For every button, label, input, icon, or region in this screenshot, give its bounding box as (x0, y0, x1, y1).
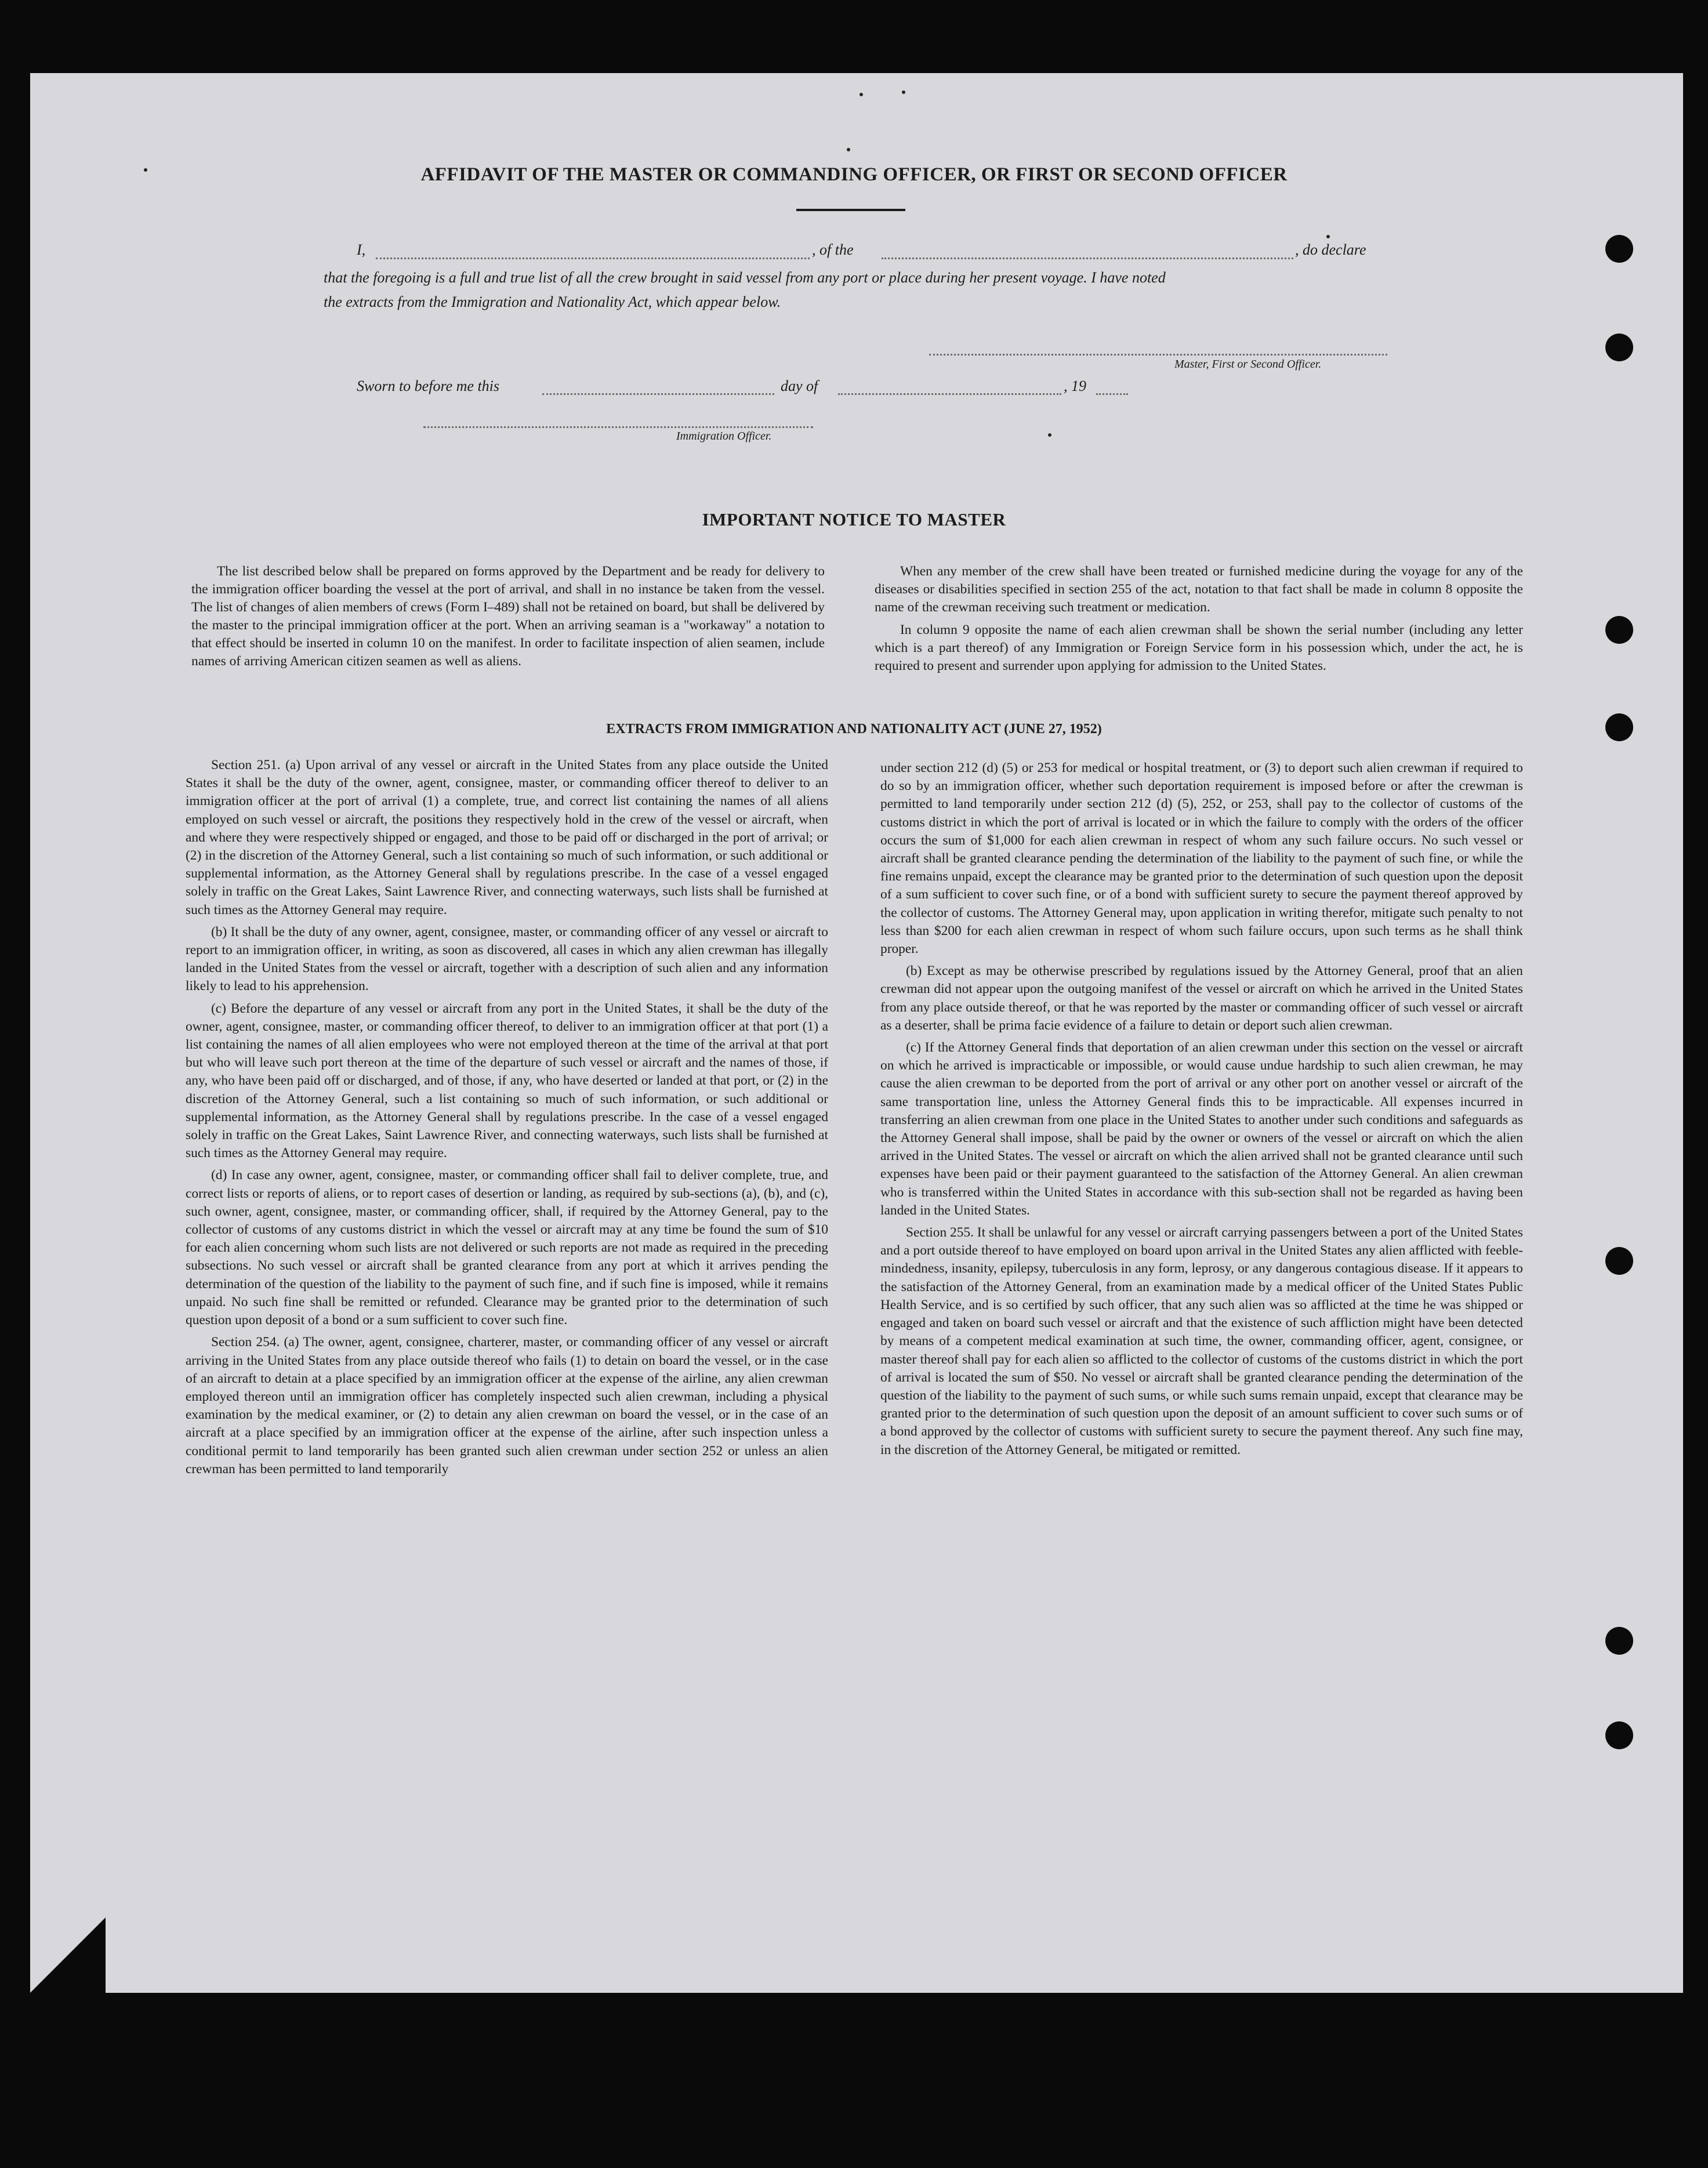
sworn-month-field[interactable] (838, 393, 1061, 395)
notice-right-column (875, 563, 1523, 680)
sworn-before-label: Sworn to before me this (357, 378, 500, 394)
scan-speck (1326, 235, 1330, 238)
sworn-year-field[interactable] (1096, 393, 1128, 395)
do-declare-label: , do declare (1295, 241, 1366, 258)
notice-title: IMPORTANT NOTICE TO MASTER (702, 509, 1006, 530)
punch-hole (1605, 1247, 1633, 1275)
declarant-label: I, (357, 241, 366, 258)
punch-hole (1605, 616, 1633, 644)
extract-paragraph: (c) If the Attorney General finds that deportation of an alien crewman under this section on the vessel or aircraft on which he arrived is impracticable or impossible, or would cause undue hardship to such alien crewman, he may cause the alien crewman to be deported from the port of arrival or any other port on another vessel or aircraft of the same transportation line, unless the Attorney General finds this to be impracticable. All expenses incurred in transferring an alien crewman from one place in the United States to another under such conditions and safeguards as the Attorney General shall impose, shall be paid by the owner or owners of the vessel or aircraft on which the alien arrived in the United States. The vessel or aircraft on which the alien arrived shall not be granted clearance until such expenses have been paid or their payment guaranteed to the satisfaction of the Attorney General. An alien crewman who is transferred within the United States in accordance with this sub-section shall not be regarded as having been landed in the United States. (880, 1040, 1523, 1218)
notice-paragraph: The list described below shall be prepared on forms approved by the Department and be ready for delivery to the immigration officer boarding the vessel at the port of arrival, and shall in no instance be taken from the vessel. The list of changes of alien members of crews (Form I–489) shall not be retained on board, but shall be delivered by the master to the principal immigration officer at the port. When an arriving seaman is a "workaway" a notation to that effect should be inserted in column 10 on the manifest. In order to facilitate inspection of alien seamen, include names of arriving American citizen seamen as well as aliens. (191, 564, 825, 669)
vessel-name-field[interactable] (882, 258, 1293, 259)
scan-speck (1048, 433, 1051, 437)
immigration-officer-signature-field[interactable] (423, 426, 813, 428)
extract-paragraph: Section 254. (a) The owner, agent, consignee, charterer, master, or commanding officer of any vessel or aircraft arriving in the United States from any place outside thereof who fails (1) to detain on board the vessel, or in the case of an aircraft to detain at a place specified by an immigration officer at the expense of the airline, any alien crewman employed thereon until an immigration officer has completely inspected such alien crewman, including a physical examination by the medical examiner, or (2) to detain any alien crewman on board the vessel, or in the case of an aircraft at a place specified by an immigration officer at the expense of the airline, after such inspection unless a conditional permit to land temporarily has been granted such alien crewman under section 252 or unless an alien crewman has been permitted to land temporarily (186, 1335, 828, 1477)
title-underline (796, 209, 905, 211)
extracts-left-column (186, 756, 828, 1482)
extract-paragraph: (b) Except as may be otherwise prescribed by regulations issued by the Attorney General, proof that an alien crewman did not appear upon the outgoing manifest of the vessel or aircraft on which he arrived in the United States from any place outside thereof, or that he was reported by the master or commanding officer of such vessel or aircraft as a deserter, shall be prima facie evidence of a failure to detain or deport such alien crewman. (880, 963, 1523, 1033)
master-signature-field[interactable] (929, 354, 1387, 356)
scan-speck (902, 90, 905, 94)
extract-paragraph: under section 212 (d) (5) or 253 for medical or hospital treatment, or (3) to deport such alien crewman if required to do so by an immigration officer, whether such deportation requirement is imposed before or after the crewman is permitted to land temporarily under section 212 (d) (5), 252, or 253, shall pay to the collector of customs of the customs district in which the port of arrival is located or in which the failure to comply with the orders of the officer occurs the sum of $1,000 for each alien crewman in respect of whom any such failure occurs. No such vessel or aircraft shall be granted clearance pending the determination of the liability to the payment of such fine, or while the fine remains unpaid, except the clearance may be granted prior to the determination of such question upon the deposit of a sum sufficient to cover such fine, or of a bond with sufficient surety to secure the payment thereof approved by the collector of customs. The Attorney General may, upon application in writing therefor, mitigate such penalty to not less than $200 for each alien crewman in respect of whom such failure occurs, upon such terms as he shall think proper. (880, 760, 1523, 957)
scan-speck (860, 93, 863, 96)
notice-paragraph: In column 9 opposite the name of each alien crewman shall be shown the serial number (including any letter which is a part thereof) of any Immigration or Foreign Service form in his possession which, under the act, he is required to present and surrender upon applying for admission to the United States. (875, 622, 1523, 673)
punch-hole (1605, 1721, 1633, 1749)
declaration-line-3: the extracts from the Immigration and Nationality Act, which appear below. (324, 293, 781, 310)
affidavit-title: AFFIDAVIT OF THE MASTER OR COMMANDING OFFICER, OR FIRST OR SECOND OFFICER (420, 164, 1288, 185)
extract-paragraph: (c) Before the departure of any vessel or aircraft from any port in the United States, it shall be the duty of the owner, agent, consignee, master, or commanding officer thereof, to deliver to an immigration officer at that port (1) a list containing the names of all alien employees who were not employed thereon at the time of the arrival at that port but who will leave such port thereon at the time of the departure of such vessel or aircraft and the names of those, if any, who have been paid off or discharged, and of those, if any, who have deserted or landed at that port, or (2) in the discretion of the Attorney General, such a list containing so much of such information, or such additional or supplemental information, as the Attorney General shall by regulations prescribe. In the case of a vessel engaged solely in traffic on the Great Lakes, Saint Lawrence River, and connecting waterways, such lists shall be furnished at such times as the Attorney General may require. (186, 1000, 828, 1161)
punch-hole (1605, 1627, 1633, 1655)
vessel-of-the-label: , of the (812, 241, 854, 258)
extract-paragraph: Section 255. It shall be unlawful for any vessel or aircraft carrying passengers between a port of the United States and a port outside thereof to have employed on board upon arrival in the United States any alien afflicted with feeble-mindedness, insanity, epilepsy, tuberculosis in any form, leprosy, or any dangerous contagious disease. If it appears to the satisfaction of the Attorney General, from an examination made by a medical officer of the United States Public Health Service, and is so certified by such officer, that any such alien was so afflicted at the time he was shipped or engaged and taken on board such vessel or aircraft and that the existence of such affliction might have been detected by means of a competent medical examination at such time, the owner, commanding officer, agent, consignee, or master thereof shall pay for each alien so afflicted to the collector of customs of the customs district in which the port of arrival is located the sum of $50. No vessel or aircraft shall be granted clearance pending the determination of the question of the liability to the payment of such sums, or while such sums remain unpaid, except that clearance may be granted prior to the determination of such question upon the deposit of an amount sufficient to cover such sums or of a bond approved by the collector of customs with sufficient surety to secure the payment thereof. Any such fine may, in the discretion of the Attorney General, be mitigated or remitted. (880, 1225, 1523, 1458)
extracts-title: EXTRACTS FROM IMMIGRATION AND NATIONALITY ACT (JUNE 27, 1952) (606, 722, 1102, 737)
sworn-day-field[interactable] (542, 393, 774, 395)
page-corner-fold (30, 1917, 106, 1993)
extracts-right-column (880, 759, 1523, 1463)
notice-left-column (191, 563, 825, 675)
declarant-name-field[interactable] (376, 258, 810, 259)
notice-paragraph: When any member of the crew shall have been treated or furnished medicine during the voyage for any of the diseases or disabilities specified in section 255 of the act, notation to that fact shall be made in column 8 opposite the name of the crewman receiving such treatment or medication. (875, 564, 1523, 615)
extract-paragraph: Section 251. (a) Upon arrival of any vessel or aircraft in the United States from any place outside the United States it shall be the duty of the owner, agent, consignee, master, or commanding officer thereof to deliver to an immigration officer at the port of arrival (1) a complete, true, and correct list containing the names of all aliens employed on such vessel or aircraft, the positions they respectively hold in the crew of the vessel or aircraft, when and where they were respectively shipped or engaged, and those to be paid off or discharged in the port of arrival; or (2) in the discretion of the Attorney General, such a list containing so much of such information, or such additional or supplemental information, as the Attorney General shall by regulations prescribe. In the case of a vessel engaged solely in traffic on the Great Lakes, Saint Lawrence River, and connecting waterways, such lists shall be furnished at such times as the Attorney General may require. (186, 757, 828, 918)
immigration-officer-label: Immigration Officer. (676, 430, 772, 443)
extract-paragraph: (d) In case any owner, agent, consignee, master, or commanding officer shall fail to deliver complete, true, and correct lists or reports of aliens, or to report cases of desertion or landing, as required by sub-sections (a), (b), and (c), such owner, agent, consignee, master, or commanding officer, shall, if required by the Attorney General, pay to the collector of customs of any customs district in which the vessel or aircraft may at any time be found the sum of $10 for each alien concerning whom such lists are not delivered or such reports are not made as required in the preceding subsections. No such vessel or aircraft shall be granted clearance from any port at which it arrives pending the determination of the question of the liability to the payment of such fine, and if such fine is imposed, while it remains unpaid. No such fine shall be remitted or refunded. Clearance may be granted prior to the determination of such question upon deposit of a bond or a sum sufficient to cover such fine. (186, 1168, 828, 1328)
extract-paragraph: (b) It shall be the duty of any owner, agent, consignee, master, or commanding officer of any vessel or aircraft to report to an immigration officer, in writing, as soon as discovered, all cases in which any alien crewman has illegally landed in the United States from the vessel or aircraft, together with a description of such alien and any information likely to lead to his apprehension. (186, 924, 828, 994)
declaration-line-2: that the foregoing is a full and true list of all the crew brought in said vessel from any port or place during her present voyage. I have noted (324, 269, 1166, 286)
punch-hole (1605, 333, 1633, 361)
sworn-day-of-label: day of (781, 378, 818, 394)
sworn-year-label: , 19 (1064, 378, 1086, 394)
scan-speck (847, 148, 850, 151)
master-signature-label: Master, First or Second Officer. (1174, 358, 1322, 371)
punch-hole (1605, 235, 1633, 263)
